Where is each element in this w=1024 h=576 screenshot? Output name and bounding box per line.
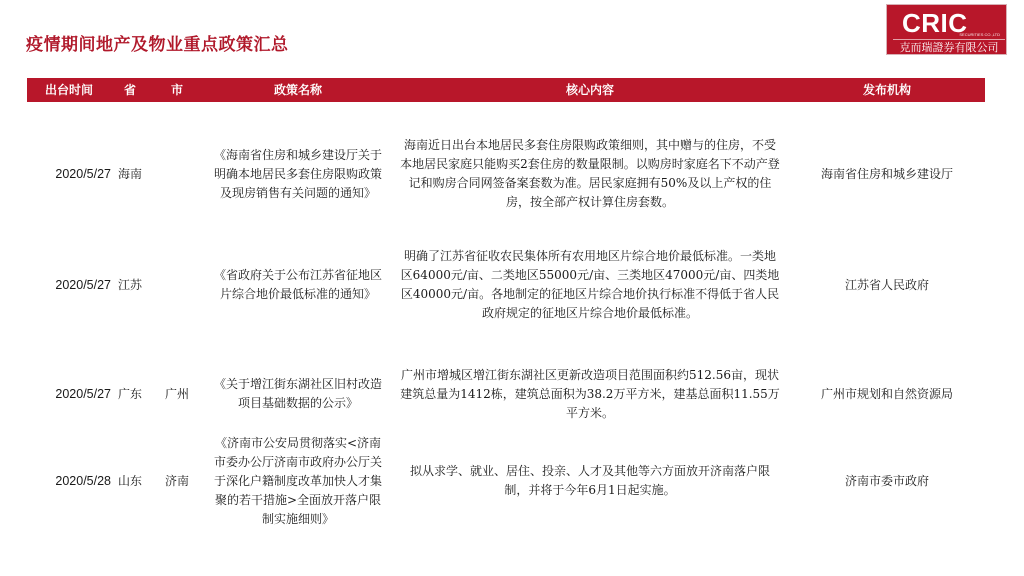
header-org: 发布机构 [862, 83, 911, 97]
row-province: 山东 [117, 473, 142, 488]
row-city [149, 120, 205, 228]
table-row [27, 120, 985, 228]
table-header [27, 78, 985, 102]
row-org: 海南省住房和城乡建设厅 [820, 166, 953, 181]
row-org: 济南市委市政府 [844, 473, 929, 488]
row-date: 2020/5/27 [55, 386, 111, 401]
logo-english-tagline: SECURITIES CO.,LTD [959, 32, 1000, 37]
logo-company-name: 克而瑞證券有限公司 [893, 39, 1005, 55]
header-city: 市 [170, 83, 183, 97]
header-date: 出台时间 [44, 83, 93, 97]
row-core-content: 广州市增城区增江街东湖社区更新改造项目范围面积约512.56亩，现状建筑总量为1412栋，建筑总面积为38.2万平方米，建基总面积11.55万平方米。 [400, 367, 780, 420]
table-row [27, 428, 985, 534]
header-core-content: 核心内容 [565, 83, 614, 97]
table-row [27, 364, 985, 424]
row-core-content: 拟从求学、就业、居住、投亲、人才及其他等六方面放开济南落户限制，并将于今年6月1日起实施。 [409, 464, 770, 497]
row-date: 2020/5/27 [55, 166, 111, 181]
page-title: 疫情期间地产及物业重点政策汇总 [26, 35, 289, 55]
row-core-content: 海南近日出台本地居民多套住房限购政策细则，其中赠与的住房，不受本地居民家庭只能购买2套住房的数量限制。以购房时家庭名下不动产登记和购房合同网签备案套数为准。居民家庭拥有50%及以上产权的住房，按全部产权计算住房套数。 [400, 138, 780, 209]
row-policy-name: 《省政府关于公布江苏省征地区片综合地价最低标准的通知》 [213, 268, 382, 301]
row-province: 广东 [117, 386, 142, 401]
table-row [27, 236, 985, 334]
row-city [149, 236, 205, 334]
header-province: 省 [123, 83, 136, 97]
row-date: 2020/5/27 [55, 277, 111, 292]
row-core-content: 明确了江苏省征收农民集体所有农用地区片综合地价最低标准。一类地区64000元/亩、二类地区55000元/亩、三类地区47000元/亩、四类地区40000元/亩。各地制定的征地区片综合地价执行标准不得低于省人民政府规定的征地区片综合地价最低标准。 [400, 249, 780, 320]
row-policy-name: 《济南市公安局贯彻落实<济南市委办公厅济南市政府办公厅关于深化户籍制度改革加快人才集聚的若干措施>全面放开落户限制实施细则》 [213, 435, 382, 526]
row-org: 广州市规划和自然资源局 [820, 386, 953, 401]
row-date: 2020/5/28 [55, 473, 111, 488]
header-policy-name: 政策名称 [273, 83, 322, 97]
row-policy-name: 《海南省住房和城乡建设厅关于明确本地居民多套住房限购政策及现房销售有关问题的通知》 [213, 147, 382, 200]
logo-wordmark: CRIC [902, 8, 968, 38]
row-city: 广州 [164, 386, 189, 401]
row-city: 济南 [164, 473, 189, 488]
row-policy-name: 《关于增江街东湖社区旧村改造项目基础数据的公示》 [213, 377, 382, 410]
cric-logo [886, 4, 1007, 55]
row-province: 海南 [117, 166, 142, 181]
row-org: 江苏省人民政府 [844, 277, 929, 292]
row-province: 江苏 [117, 277, 142, 292]
